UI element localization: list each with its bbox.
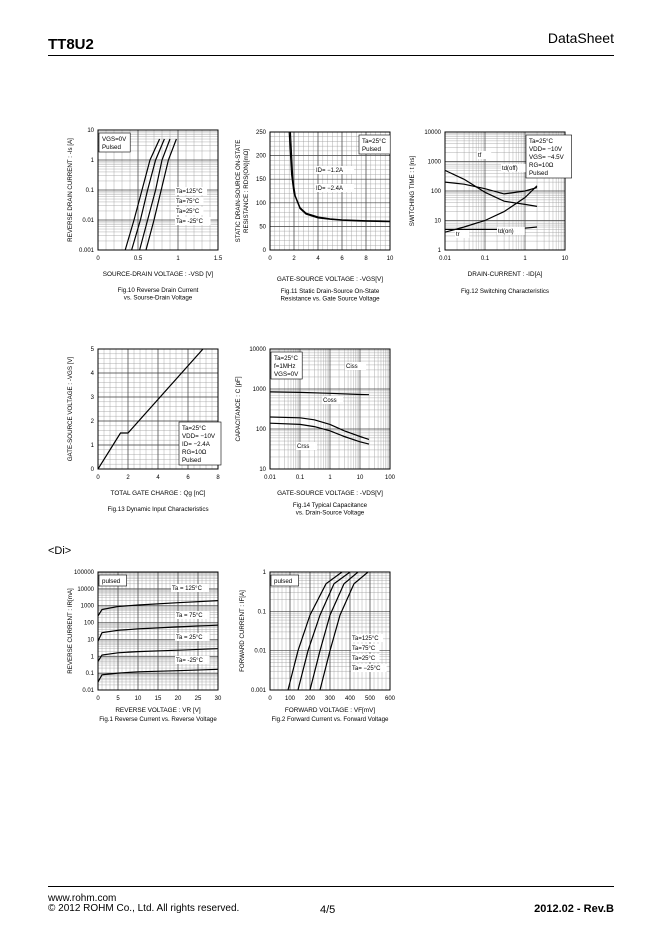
annotation-text: Ta=25°C <box>362 138 386 145</box>
figure-caption: Fig.11 Static Drain-Source On-State <box>280 288 380 295</box>
x-tick-label: 10 <box>561 256 569 262</box>
figure-caption: vs. Drain-Source Voltage <box>295 509 365 517</box>
series-label: Ciss <box>346 364 358 370</box>
chart-fig11 <box>235 130 394 303</box>
series-label: ID= −2.4A <box>316 186 344 192</box>
y-tick-label: 200 <box>255 153 266 160</box>
series-label: tr <box>456 232 460 238</box>
x-tick-label: 5 <box>116 696 120 702</box>
annotation-text: VDD= −10V <box>182 433 216 440</box>
y-axis-label: GATE-SOURCE VOLTAGE : -VGS [V] <box>67 356 74 462</box>
x-axis-label: SOURCE-DRAIN VOLTAGE : -VSD [V] <box>102 271 214 278</box>
y-tick-label: 0.01 <box>82 688 94 694</box>
figure-caption: Fig.13 Dynamic Input Characteristics <box>107 506 209 513</box>
x-tick-label: 2 <box>126 475 130 481</box>
figure-caption: Resistance vs. Gate Source Voltage <box>280 295 380 303</box>
figure-caption: vs. Sourse-Drain Voltage <box>123 294 193 302</box>
x-tick-label: 1 <box>523 256 527 262</box>
series-label: Ta = 25°C <box>176 635 203 641</box>
y-tick-label: 3 <box>90 395 94 401</box>
y-tick-label: 5 <box>90 347 94 353</box>
x-axis-label: GATE-SOURCE VOLTAGE : -VGS[V] <box>276 276 384 283</box>
x-tick-label: 0.1 <box>480 256 490 262</box>
y-tick-label: 1000 <box>252 387 266 393</box>
y-axis-label: RESISTANCE : RDS(ON)[mΩ] <box>243 149 250 233</box>
series-label: Coss <box>323 398 337 404</box>
x-tick-label: 8 <box>216 475 220 481</box>
annotation-text: pulsed <box>274 578 293 585</box>
y-tick-label: 0.1 <box>85 671 94 678</box>
series-label: Ta=125°C <box>352 636 379 642</box>
y-tick-label: 50 <box>259 224 266 231</box>
x-tick-label: 0.01 <box>264 475 276 481</box>
x-tick-label: 4 <box>316 256 320 262</box>
series-label: Ta= −25°C <box>352 666 381 672</box>
y-tick-label: 0.001 <box>78 248 94 254</box>
chart-fig13 <box>67 347 221 513</box>
x-tick-label: 0 <box>96 696 100 702</box>
y-tick-label: 100000 <box>73 570 94 576</box>
x-axis-label: DRAIN-CURRENT : -ID[A] <box>467 271 543 278</box>
page-number: 4/5 <box>320 904 336 916</box>
y-tick-label: 2 <box>90 419 94 425</box>
y-tick-label: 0 <box>262 248 266 254</box>
x-tick-label: 0 <box>96 256 100 262</box>
annotation-text: VDD= −10V <box>529 146 563 153</box>
series-line <box>320 572 368 690</box>
annotation-text: Pulsed <box>529 170 548 177</box>
x-tick-label: 0.01 <box>439 256 451 262</box>
x-tick-label: 500 <box>364 696 376 702</box>
x-tick-label: 1 <box>328 475 332 481</box>
x-tick-label: 1 <box>176 256 180 262</box>
series-label: Ta=125°C <box>176 189 203 195</box>
y-tick-label: 1 <box>437 248 441 254</box>
y-tick-label: 10 <box>87 128 94 134</box>
y-tick-label: 1000 <box>427 159 441 166</box>
x-tick-label: 25 <box>194 696 202 702</box>
x-tick-label: 0.1 <box>295 475 305 481</box>
series-label: td(off) <box>502 166 518 172</box>
y-tick-label: 1 <box>90 158 94 164</box>
part-number: TT8U2 <box>48 36 94 53</box>
y-tick-label: 0.01 <box>254 648 266 655</box>
major-grid <box>270 572 390 690</box>
series-line <box>270 392 369 395</box>
figure-caption: Fig.1 Reverse Current vs. Reverse Voltage <box>99 716 217 723</box>
x-tick-label: 4 <box>156 475 160 481</box>
x-tick-label: 100 <box>284 696 296 702</box>
x-tick-label: 20 <box>174 696 182 702</box>
y-tick-label: 10 <box>87 637 94 644</box>
footer-copyright: © 2012 ROHM Co., Ltd. All rights reserved. <box>48 903 240 914</box>
y-tick-label: 1 <box>262 570 266 576</box>
x-tick-label: 400 <box>344 696 356 702</box>
x-tick-label: 0.5 <box>133 256 143 262</box>
y-tick-label: 10000 <box>77 586 94 593</box>
annotation-text: Pulsed <box>102 144 121 151</box>
x-tick-label: 1.5 <box>213 256 223 262</box>
series-label: Ta=75°C <box>352 646 376 652</box>
doc-type: DataSheet <box>547 30 614 46</box>
annotation-text: pulsed <box>102 578 121 585</box>
series-label: Ta=75°C <box>176 199 200 205</box>
series-label: ID= −1.2A <box>316 168 344 174</box>
figure-caption: Fig.10 Reverse Drain Current <box>117 287 199 294</box>
figure-caption: Fig.2 Forward Current vs. Forward Voltage <box>271 716 389 723</box>
y-tick-label: 100 <box>83 620 94 627</box>
annotation-text: Ta=25°C <box>529 138 553 145</box>
chart-fig10 <box>67 128 223 302</box>
series-label: Ta = 75°C <box>176 613 203 619</box>
annotation-text: VGS= −4.5V <box>529 154 564 161</box>
y-axis-label: CAPACITANCE : C [pF] <box>235 376 242 442</box>
y-tick-label: 0.1 <box>85 188 94 194</box>
y-tick-label: 250 <box>255 130 266 136</box>
figure-caption: Fig.14 Typical Capacitance <box>292 502 368 509</box>
annotation-text: VGS=0V <box>274 371 299 378</box>
x-axis-label: REVERSE VOLTAGE : VR [V] <box>115 707 201 714</box>
x-tick-label: 100 <box>384 475 396 481</box>
x-tick-label: 6 <box>186 475 190 481</box>
series-label: Ta=25°C <box>352 656 376 662</box>
y-axis-label: REVERSE DRAIN CURRENT : -Is [A] <box>67 138 74 242</box>
x-tick-label: 30 <box>214 696 222 702</box>
y-tick-label: 150 <box>255 177 266 184</box>
y-tick-label: 1 <box>90 654 94 661</box>
series-label: Ta=25°C <box>176 209 200 215</box>
x-tick-label: 200 <box>304 696 316 702</box>
footer-url[interactable]: www.rohm.com <box>48 893 117 904</box>
annotation-text: RG=10Ω <box>529 162 554 169</box>
chart-fig1 <box>67 570 222 723</box>
y-tick-label: 0.001 <box>250 688 266 694</box>
x-tick-label: 8 <box>364 256 368 262</box>
series-label: Ta = 125°C <box>172 586 202 592</box>
figure-caption: Fig.12 Switching Characteristics <box>460 288 550 295</box>
series-label: Crss <box>297 444 310 450</box>
x-tick-label: 300 <box>324 696 336 702</box>
chart-fig2 <box>239 570 396 723</box>
x-tick-label: 0 <box>268 256 272 262</box>
y-axis-label: SWITCHING TIME : t [ns] <box>409 155 416 227</box>
x-tick-label: 6 <box>340 256 344 262</box>
x-tick-label: 600 <box>384 696 396 702</box>
annotation-text: Ta=25°C <box>182 425 206 432</box>
x-tick-label: 2 <box>292 256 296 262</box>
y-tick-label: 100 <box>255 200 266 207</box>
series-label: Ta= -25°C <box>176 658 203 664</box>
y-axis-label: FORWARD CURRENT : IF[A] <box>239 590 246 672</box>
y-tick-label: 10000 <box>249 347 266 353</box>
y-tick-label: 1 <box>90 443 94 449</box>
x-axis-label: GATE-SOURCE VOLTAGE : -VDS[V] <box>277 490 383 497</box>
y-tick-label: 0.1 <box>257 609 266 616</box>
y-tick-label: 10 <box>259 467 266 473</box>
chart-fig14 <box>235 347 396 517</box>
y-tick-label: 4 <box>90 371 94 377</box>
y-tick-label: 1000 <box>80 603 94 610</box>
annotation-text: RG=10Ω <box>182 449 207 456</box>
x-tick-label: 0 <box>96 475 100 481</box>
series-label: td(on) <box>498 229 514 235</box>
x-axis-label: FORWARD VOLTAGE : VF[mV] <box>284 707 376 714</box>
y-axis-label: STATIC DRAIN-SOURCE ON-STATE <box>235 139 242 243</box>
x-tick-label: 10 <box>386 256 394 262</box>
annotation-text: Ta=25°C <box>274 355 298 362</box>
annotation-text: f=1MHz <box>274 363 296 370</box>
x-tick-label: 15 <box>154 696 162 702</box>
revision: 2012.02 - Rev.B <box>534 903 614 915</box>
chart-fig12 <box>409 130 572 295</box>
y-tick-label: 10000 <box>424 130 441 136</box>
x-tick-label: 0 <box>268 696 272 702</box>
y-tick-label: 10 <box>434 218 441 225</box>
y-tick-label: 0.01 <box>82 218 94 224</box>
footer-rule <box>48 886 614 887</box>
x-tick-label: 10 <box>134 696 142 702</box>
series-label: Ta= -25°C <box>176 219 203 225</box>
x-axis-label: TOTAL GATE CHARGE : Qg [nC] <box>110 490 206 497</box>
y-tick-label: 0 <box>90 467 94 473</box>
series-label: tf <box>478 153 482 159</box>
annotation-text: ID= −2.4A <box>182 441 210 448</box>
x-tick-label: 10 <box>356 475 364 481</box>
section-label-di: <Di> <box>48 545 72 557</box>
annotation-text: VGS=0V <box>102 136 127 143</box>
y-axis-label: REVERSE CURRENT : IR[mA] <box>67 588 74 674</box>
annotation-text: Pulsed <box>362 146 381 153</box>
annotation-text: Pulsed <box>182 457 201 464</box>
y-tick-label: 100 <box>430 189 441 195</box>
y-tick-label: 100 <box>255 427 266 433</box>
